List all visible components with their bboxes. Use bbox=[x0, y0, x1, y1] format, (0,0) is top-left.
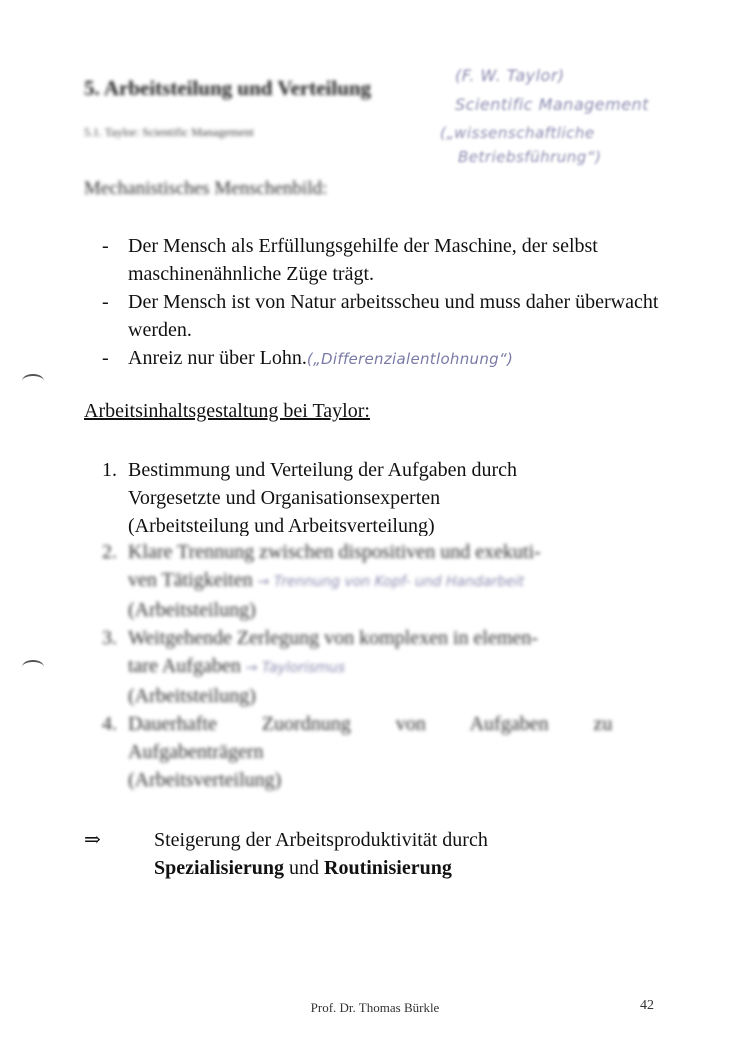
page-title: 5. Arbeitsteilung und Verteilung bbox=[84, 76, 372, 100]
ordered-list bbox=[102, 456, 662, 536]
handwritten-note: → Trennung von Kopf- und Handarbeit bbox=[257, 574, 525, 590]
footer-author: Prof. Dr. Thomas Bürkle bbox=[310, 1000, 440, 1015]
implies-arrow-icon: ⇒ bbox=[84, 829, 101, 851]
list-item-text: (Arbeitsverteilung) bbox=[128, 769, 282, 791]
conclusion-connector: und bbox=[289, 857, 320, 879]
list-item-text: Bestimmung und Verteilung der Aufgaben durch bbox=[128, 459, 518, 481]
section-heading: Arbeitsinhaltsgestaltung bei Taylor: bbox=[84, 400, 370, 422]
dash-icon: - bbox=[102, 235, 109, 257]
emphasis-term: Spezialisierung bbox=[154, 857, 285, 879]
dash-icon: - bbox=[102, 347, 109, 369]
list-number: 4. bbox=[102, 713, 117, 735]
list-item-text: Dauerhafte Zuordnung von Aufgaben zu bbox=[128, 713, 613, 735]
list-number: 2. bbox=[102, 541, 117, 563]
list-item-text: Weitgehende Zerlegung von komplexen in elemen- bbox=[128, 627, 538, 649]
list-item-text: Anreiz nur über Lohn. bbox=[128, 347, 307, 369]
conclusion bbox=[84, 826, 684, 882]
list-item-text: ven Tätigkeiten bbox=[128, 569, 253, 591]
list-item-text: (Arbeitsteilung) bbox=[128, 685, 256, 707]
handwritten-note: (F. W. Taylor) bbox=[455, 66, 565, 85]
handwritten-note: („wissenschaftliche bbox=[440, 124, 595, 142]
list-item-text: Aufgabenträgern bbox=[128, 741, 264, 763]
emphasis-term: Routinisierung bbox=[324, 857, 452, 879]
handwritten-note: Betriebsführung“) bbox=[458, 148, 602, 166]
list-item bbox=[102, 456, 662, 536]
list-item bbox=[102, 538, 662, 624]
list-number: 3. bbox=[102, 627, 117, 649]
handwritten-note: („Differenzialentlohnung“) bbox=[306, 350, 514, 368]
list-line bbox=[128, 456, 662, 484]
bullet-list bbox=[102, 232, 682, 373]
list-item-text: Der Mensch als Erfüllungsgehilfe der Maschine, der selbst maschinenähnliche Züge trägt. bbox=[128, 235, 598, 285]
list-item-text: (Arbeitsteilung) bbox=[128, 599, 256, 621]
page-number: 42 bbox=[640, 998, 654, 1013]
list-item-text: (Arbeitsteilung und Arbeitsverteilung) bbox=[128, 515, 435, 536]
list-item bbox=[102, 710, 662, 794]
punch-hole-mark bbox=[22, 374, 44, 388]
list-item-text: tare Aufgaben bbox=[128, 655, 241, 677]
list-item-text: Klare Trennung zwischen dispositiven und exekuti- bbox=[128, 541, 541, 563]
list-item bbox=[102, 288, 682, 344]
list-item-text: Der Mensch ist von Natur arbeitsscheu und muss daher überwacht werden. bbox=[128, 291, 659, 341]
handwritten-note: Scientific Management bbox=[455, 95, 649, 114]
punch-hole-mark bbox=[22, 660, 44, 674]
ordered-list-continued bbox=[102, 538, 662, 794]
section-heading: Mechanistisches Menschenbild: bbox=[84, 178, 328, 199]
list-number: 1. bbox=[102, 459, 117, 481]
list-item-text: Vorgesetzte und Organisationsexperten bbox=[128, 487, 441, 509]
list-item bbox=[102, 624, 662, 710]
list-item bbox=[102, 232, 682, 288]
dash-icon: - bbox=[102, 291, 109, 313]
handwritten-note: → Taylorismus bbox=[245, 660, 346, 676]
list-item bbox=[102, 344, 682, 373]
conclusion-text: Steigerung der Arbeitsproduktivität durch bbox=[154, 829, 488, 851]
page-subtitle: 5.1. Taylor: Scientific Management bbox=[84, 125, 254, 139]
